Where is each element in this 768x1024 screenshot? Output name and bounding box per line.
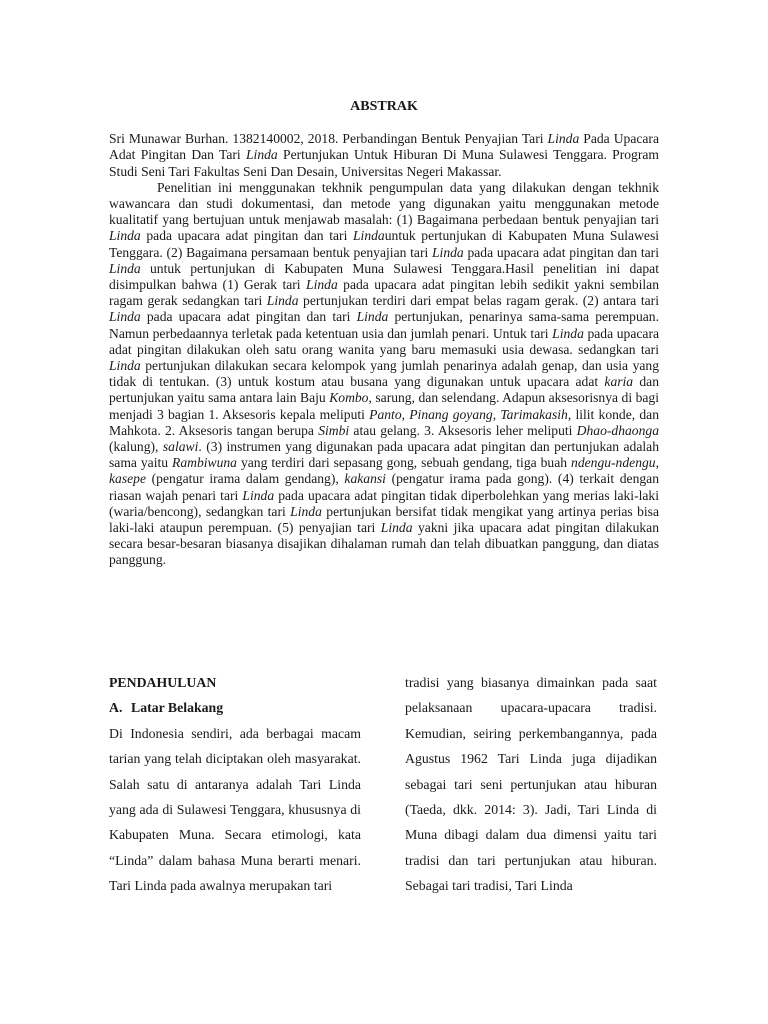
section-heading: PENDAHULUAN	[109, 675, 217, 690]
italic-term: Dhao-dhaonga	[576, 422, 659, 438]
italic-term: Linda	[431, 244, 464, 260]
italic-term: Simbi	[318, 422, 350, 438]
text-run: Pada Upacara Adat Pingitan Dan Tari	[109, 131, 659, 163]
text-run: (pengatur irama dalam gendang),	[146, 471, 345, 487]
abstract-section	[109, 99, 659, 569]
text-run: untuk pertunjukan di Kabupaten Muna Sulawesi Tenggara.Hasil penelitian ini dapat disimpulkan bahwa (1) Gerak tari	[109, 260, 659, 293]
text-run: pertunjukan terdiri dari empat belas ragam gerak. (2) antara tari	[298, 293, 659, 309]
italic-term: Linda	[547, 131, 580, 147]
italic-term: Rambiwuna	[172, 455, 237, 471]
italic-term: Linda	[552, 325, 584, 341]
intro-paragraph-right: tradisi yang biasanya dimainkan pada saat pelaksanaan upacara-upacara tradisi. Kemudian, seiring perkembangannya, pada Agustus 1962 Tari Linda juga dijadikan sebagai tari seni pertunjukan atau hiburan (Taeda, dkk. 2014: 3). Jadi, Tari Linda di Muna dibagi dalam dua dimensi yaitu tari tradisi dan tari pertunjukan atau hiburan. Sebagai tari tradisi, Tari Linda	[405, 675, 657, 894]
text-run: atau gelang. 3. Aksesoris leher meliputi	[349, 422, 577, 438]
italic-term: karia	[604, 374, 634, 390]
text-run: , sarung, dan selendang. Adapun aksesorisnya di bagi menjadi 3 bagian 1. Aksesoris kepala meliputi	[109, 390, 660, 422]
text-run: Sri Munawar Burhan. 1382140002, 2018. Perbandingan Bentuk Penyajian Tari	[109, 131, 548, 147]
abstract-body	[109, 180, 659, 569]
italic-term: Kombo	[329, 390, 369, 406]
text-run: pada upacara adat pingitan lebih sedikit yakni sembilan ragam gerak sedangkan tari	[109, 277, 659, 309]
text-run: pada upacara adat pingitan dan tari	[463, 244, 659, 260]
italic-term: Pinang goyang	[409, 406, 493, 422]
italic-term: Linda	[109, 358, 141, 374]
text-run: Penelitian ini menggunakan tekhnik pengumpulan data yang dilakukan dengan tekhnik wawancara dan studi dokumentasi, dan metode yang digunakan yaitu menggunakan metode kualitatif yang bertujuan untuk menjawab masalah: (1) Bagaimana perbedaan bentuk penyajian tari	[109, 179, 659, 228]
text-run: pertunjukan bersifat tidak mengikat yang artinya perias bisa laki-laki ataupun perempuan. (5) penyajian tari	[109, 503, 659, 536]
italic-term: Tarimakasih	[500, 406, 568, 422]
text-run: (pengatur irama pada gong). (4) terkait dengan riasan wajah penari tari	[109, 471, 660, 503]
italic-term: Linda	[306, 277, 338, 293]
text-run: pertunjukan dilakukan secara kelompok yang jumlah penarinya adalah genap, dan usia yang tidak di tentukan. (3) untuk kostum atau busana yang digunakan untuk upacara adat	[109, 358, 659, 390]
italic-term: salawi	[162, 439, 199, 455]
italic-term: Linda	[290, 503, 322, 519]
subsection-number: A.	[109, 700, 123, 716]
text-run: pertunjukan, penarinya sama-sama perempuan. Namun perbedaannya terletak pada ketentuan usia dan jumlah penari. Untuk tari	[109, 309, 659, 341]
intro-paragraph-left: Di Indonesia sendiri, ada berbagai macam tarian yang telah diciptakan oleh masyarakat. Salah satu di antaranya adalah Tari Linda yang ada di Sulawesi Tenggara, khususnya di Kabupaten Muna. Secara etimologi, kata “Linda” dalam bahasa Muna berarti menari. Tari Linda pada awalnya merupakan tari	[109, 725, 361, 894]
text-run: yakni jika upacara adat pingitan dilakukan secara besar-besaran biasanya disajikan dihalaman rumah dan telah dibuatkan panggung, dan diatas panggung.	[109, 520, 660, 568]
text-run: Pertunjukan Untuk Hiburan Di Muna Sulawesi Tenggara. Program Studi Seni Tari Fakultas Seni Dan Desain, Universitas Negeri Makassar.	[109, 147, 659, 179]
text-run: pada upacara adat pingitan dan tari	[140, 228, 353, 244]
italic-term: Linda	[109, 309, 141, 325]
italic-term: Linda	[245, 147, 278, 163]
italic-term: Linda	[352, 228, 385, 244]
italic-term: Linda	[380, 520, 413, 536]
abstract-citation	[109, 131, 659, 180]
text-run: pada upacara adat pingitan dan tari	[140, 309, 357, 325]
intro-right-column	[405, 670, 657, 899]
text-run: (kalung),	[109, 439, 163, 455]
subsection-title: Latar Belakang	[131, 700, 224, 716]
italic-term: Linda	[109, 228, 141, 244]
italic-term: Panto	[369, 406, 402, 422]
abstract-title: ABSTRAK	[350, 99, 418, 114]
italic-term: Linda	[356, 309, 389, 325]
text-run: dan pertunjukan yaitu sama antara lain Baju	[109, 374, 659, 406]
italic-term: Linda	[266, 293, 299, 309]
text-run: pada upacara adat pingitan tidak diperbolehkan yang merias laki-laki (waria/bencong), sedangkan tari	[109, 487, 659, 519]
italic-term: kakansi	[344, 471, 386, 487]
text-run: untuk pertunjukan di Kabupaten Muna Sulawesi Tenggara. (2) Bagaimana persamaan bentuk penyajian tari	[109, 228, 660, 260]
text-run: pada upacara adat pingitan dilakukan oleh satu orang wanita yang baru memasuki usia dewasa. sedangkan tari	[109, 325, 659, 357]
text-run: yang terdiri dari sepasang gong, sebuah gendang, tiga buah	[236, 455, 572, 471]
text-run: ,	[401, 406, 410, 422]
text-run: , lilit konde, dan Mahkota. 2. Aksesoris tangan berupa	[109, 406, 659, 438]
italic-term: Linda	[109, 260, 141, 276]
italic-term: kasepe	[109, 471, 146, 487]
italic-term: ndengu-ndengu	[571, 455, 656, 471]
text-run: . (3) instrumen yang digunakan pada upacara adat pingitan dan pertunjukan adalah sama yaitu	[109, 439, 659, 471]
intro-left-column	[109, 670, 361, 899]
subsection-heading	[109, 695, 361, 720]
text-run: ,	[655, 455, 659, 471]
italic-term: Linda	[242, 487, 275, 503]
text-run: ,	[492, 406, 501, 422]
